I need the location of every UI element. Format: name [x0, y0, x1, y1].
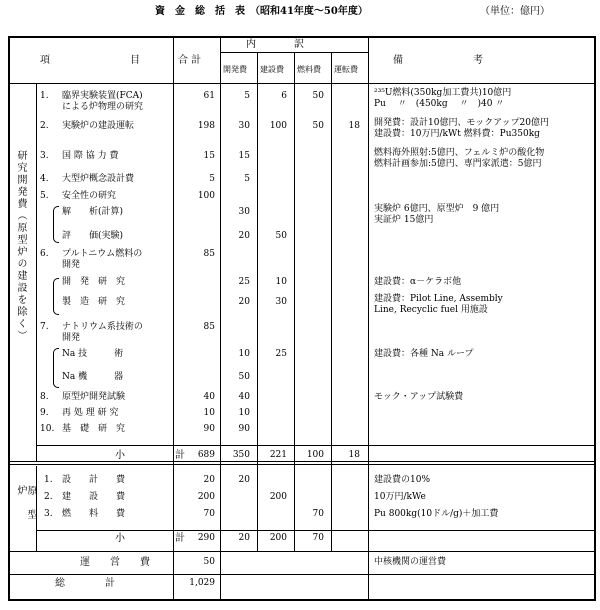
total-value: 689: [197, 450, 215, 460]
item-label-line2: 開発: [62, 260, 81, 270]
fuel-value: 70: [312, 509, 324, 519]
build-value: 30: [275, 297, 287, 307]
sub-item-label: 製 造 研 究: [62, 297, 126, 307]
page-title: 資 金 総 括 表 （昭和41年度〜50年度）: [155, 6, 368, 17]
remarks-text: Pu 800kg(10ドル/g)＋加工費: [374, 509, 499, 519]
fuel-value: 50: [312, 91, 324, 101]
item-label-line2: による炉物理の研究: [62, 102, 144, 112]
remarks-text: 開発費：設計10億円、モックアップ20億円: [374, 118, 550, 128]
header-dev: 開発費: [223, 65, 247, 74]
sub-item-label: Na 技 術: [62, 349, 124, 359]
total-value: 290: [197, 533, 215, 543]
row-number: 9.: [40, 408, 49, 418]
item-label: 基 礎 研 究: [62, 424, 126, 434]
item-label-line2: 開発: [62, 333, 81, 343]
remarks-text: ²³⁵U燃料(350kg加工費共)10億円: [374, 88, 512, 98]
item-label: 国 際 協 力 費: [62, 151, 119, 161]
brace-safety: [53, 206, 59, 243]
dev-value: 10: [238, 349, 250, 359]
row-number: 6.: [40, 249, 49, 259]
total-value: 200: [197, 492, 215, 502]
row-number: 5.: [40, 191, 49, 201]
fuel-value: 100: [306, 450, 324, 460]
ops-value: 18: [348, 121, 360, 131]
total-value: 5: [209, 174, 215, 184]
dev-value: 350: [232, 450, 250, 460]
row-number: 3.: [44, 509, 53, 519]
build-value: 25: [275, 349, 287, 359]
build-value: 200: [269, 492, 287, 502]
header-fuel: 燃料費: [297, 65, 321, 74]
subtotal-label: 総 計: [55, 578, 115, 589]
remarks-text-line2: Line, Recyclic fuel 用施設: [374, 305, 488, 315]
section-research-label: 研究開発費（原型炉の建設を除く）: [15, 150, 26, 342]
item-label: プルトニウム燃料の: [62, 249, 143, 259]
total-value: 90: [203, 424, 215, 434]
row-number: 2.: [44, 492, 53, 502]
item-label: ナトリウム系技術の: [62, 322, 143, 332]
dev-value: 10: [238, 408, 250, 418]
dev-value: 30: [238, 207, 250, 217]
fuel-value: 70: [312, 533, 324, 543]
item-label: 再 処 理 研 究: [62, 408, 119, 418]
total-value: 20: [203, 475, 215, 485]
row-number: 2.: [40, 121, 49, 131]
row-number: 1.: [44, 475, 53, 485]
remarks-text-line2: 実証炉 15億円: [374, 215, 434, 225]
section-proto-label: 原型炉: [15, 485, 36, 533]
total-value: 50: [203, 557, 215, 567]
sub-item-label: Na 機 器: [62, 372, 124, 382]
subtotal-label: 小 計: [115, 533, 185, 544]
total-value: 10: [203, 408, 215, 418]
remarks-text: 燃料海外照射:5億円、フェルミ炉の酸化物: [374, 148, 545, 158]
total-value: 40: [203, 392, 215, 402]
total-value: 15: [203, 151, 215, 161]
item-label: 大型炉概念設計費: [62, 174, 135, 184]
brace-na: [53, 348, 59, 388]
total-value: 61: [203, 91, 215, 101]
dev-value: 50: [238, 372, 250, 382]
build-value: 50: [275, 231, 287, 241]
remarks-text: モック・アップ試験費: [374, 392, 464, 402]
dev-value: 5: [244, 91, 250, 101]
item-label: 設 計 費: [62, 475, 126, 485]
total-value: 100: [197, 191, 215, 201]
dev-value: 20: [238, 533, 250, 543]
subtotal-label: 運 営 費: [80, 557, 150, 568]
build-value: 221: [269, 450, 287, 460]
build-value: 10: [275, 277, 287, 287]
sub-item-label: 解 析(計算): [62, 207, 124, 217]
dev-value: 40: [238, 392, 250, 402]
sub-item-label: 評 価(実験): [62, 231, 124, 241]
remarks-text: 中核機関の運営費: [374, 557, 447, 567]
total-value: 1,029: [189, 578, 215, 588]
header-ops: 運転費: [334, 65, 358, 74]
total-value: 85: [203, 249, 215, 259]
remarks-text: 建設費：Pilot Line, Assembly: [374, 294, 503, 304]
item-label: 安全性の研究: [62, 191, 117, 201]
row-number: 3.: [40, 151, 49, 161]
dev-value: 30: [238, 121, 250, 131]
row-number: 8.: [40, 392, 49, 402]
row-number: 10.: [40, 424, 55, 434]
row-number: 1.: [40, 91, 49, 101]
total-value: 85: [203, 322, 215, 332]
build-value: 100: [269, 121, 287, 131]
build-value: 200: [269, 533, 287, 543]
total-value: 198: [197, 121, 215, 131]
brace-pu: [53, 278, 59, 315]
unit-label: （単位：億円）: [480, 6, 550, 17]
remarks-text: 実験炉 6億円、原型炉 9 億円: [374, 204, 500, 214]
subtotal-label: 小 計: [115, 450, 185, 461]
header-total: 合 計: [178, 55, 202, 66]
header-item: 項 目: [40, 55, 140, 66]
ops-value: 18: [348, 450, 360, 460]
dev-value: 5: [244, 174, 250, 184]
header-build: 建設費: [260, 65, 284, 74]
total-value: 70: [203, 509, 215, 519]
dev-value: 90: [238, 424, 250, 434]
header-breakdown: 内 訳: [246, 39, 306, 50]
build-value: 6: [281, 91, 287, 101]
remarks-text: 建設費の10%: [374, 475, 431, 485]
dev-value: 25: [238, 277, 250, 287]
dev-value: 20: [238, 475, 250, 485]
remarks-text: 10万円/kWe: [374, 492, 426, 502]
dev-value: 20: [238, 231, 250, 241]
remarks-text-line2: 建設費：10万円/kWt 燃料費：Pu350kg: [374, 129, 540, 139]
dev-value: 20: [238, 297, 250, 307]
remarks-text: 建設費：各種 Na ループ: [374, 349, 474, 359]
remarks-text-line2: 燃料計画参加:5億円、専門家派遣：5億円: [374, 159, 542, 169]
item-label: 原型炉開発試験: [62, 392, 126, 402]
header-remarks: 備 考: [393, 55, 483, 66]
fuel-value: 50: [312, 121, 324, 131]
item-label: 臨界実験装置(FCA): [62, 91, 143, 101]
item-label: 燃 料 費: [62, 509, 126, 519]
row-number: 4.: [40, 174, 49, 184]
row-number: 7.: [40, 322, 49, 332]
dev-value: 15: [238, 151, 250, 161]
sub-item-label: 開 発 研 究: [62, 277, 126, 287]
item-label: 建 設 費: [62, 492, 126, 502]
item-label: 実験炉の建設運転: [62, 121, 135, 131]
remarks-text: 建設費：α－ケラボ他: [374, 277, 462, 287]
remarks-text-line2: Pu 〃 (450kg 〃 )40 〃: [374, 99, 505, 109]
